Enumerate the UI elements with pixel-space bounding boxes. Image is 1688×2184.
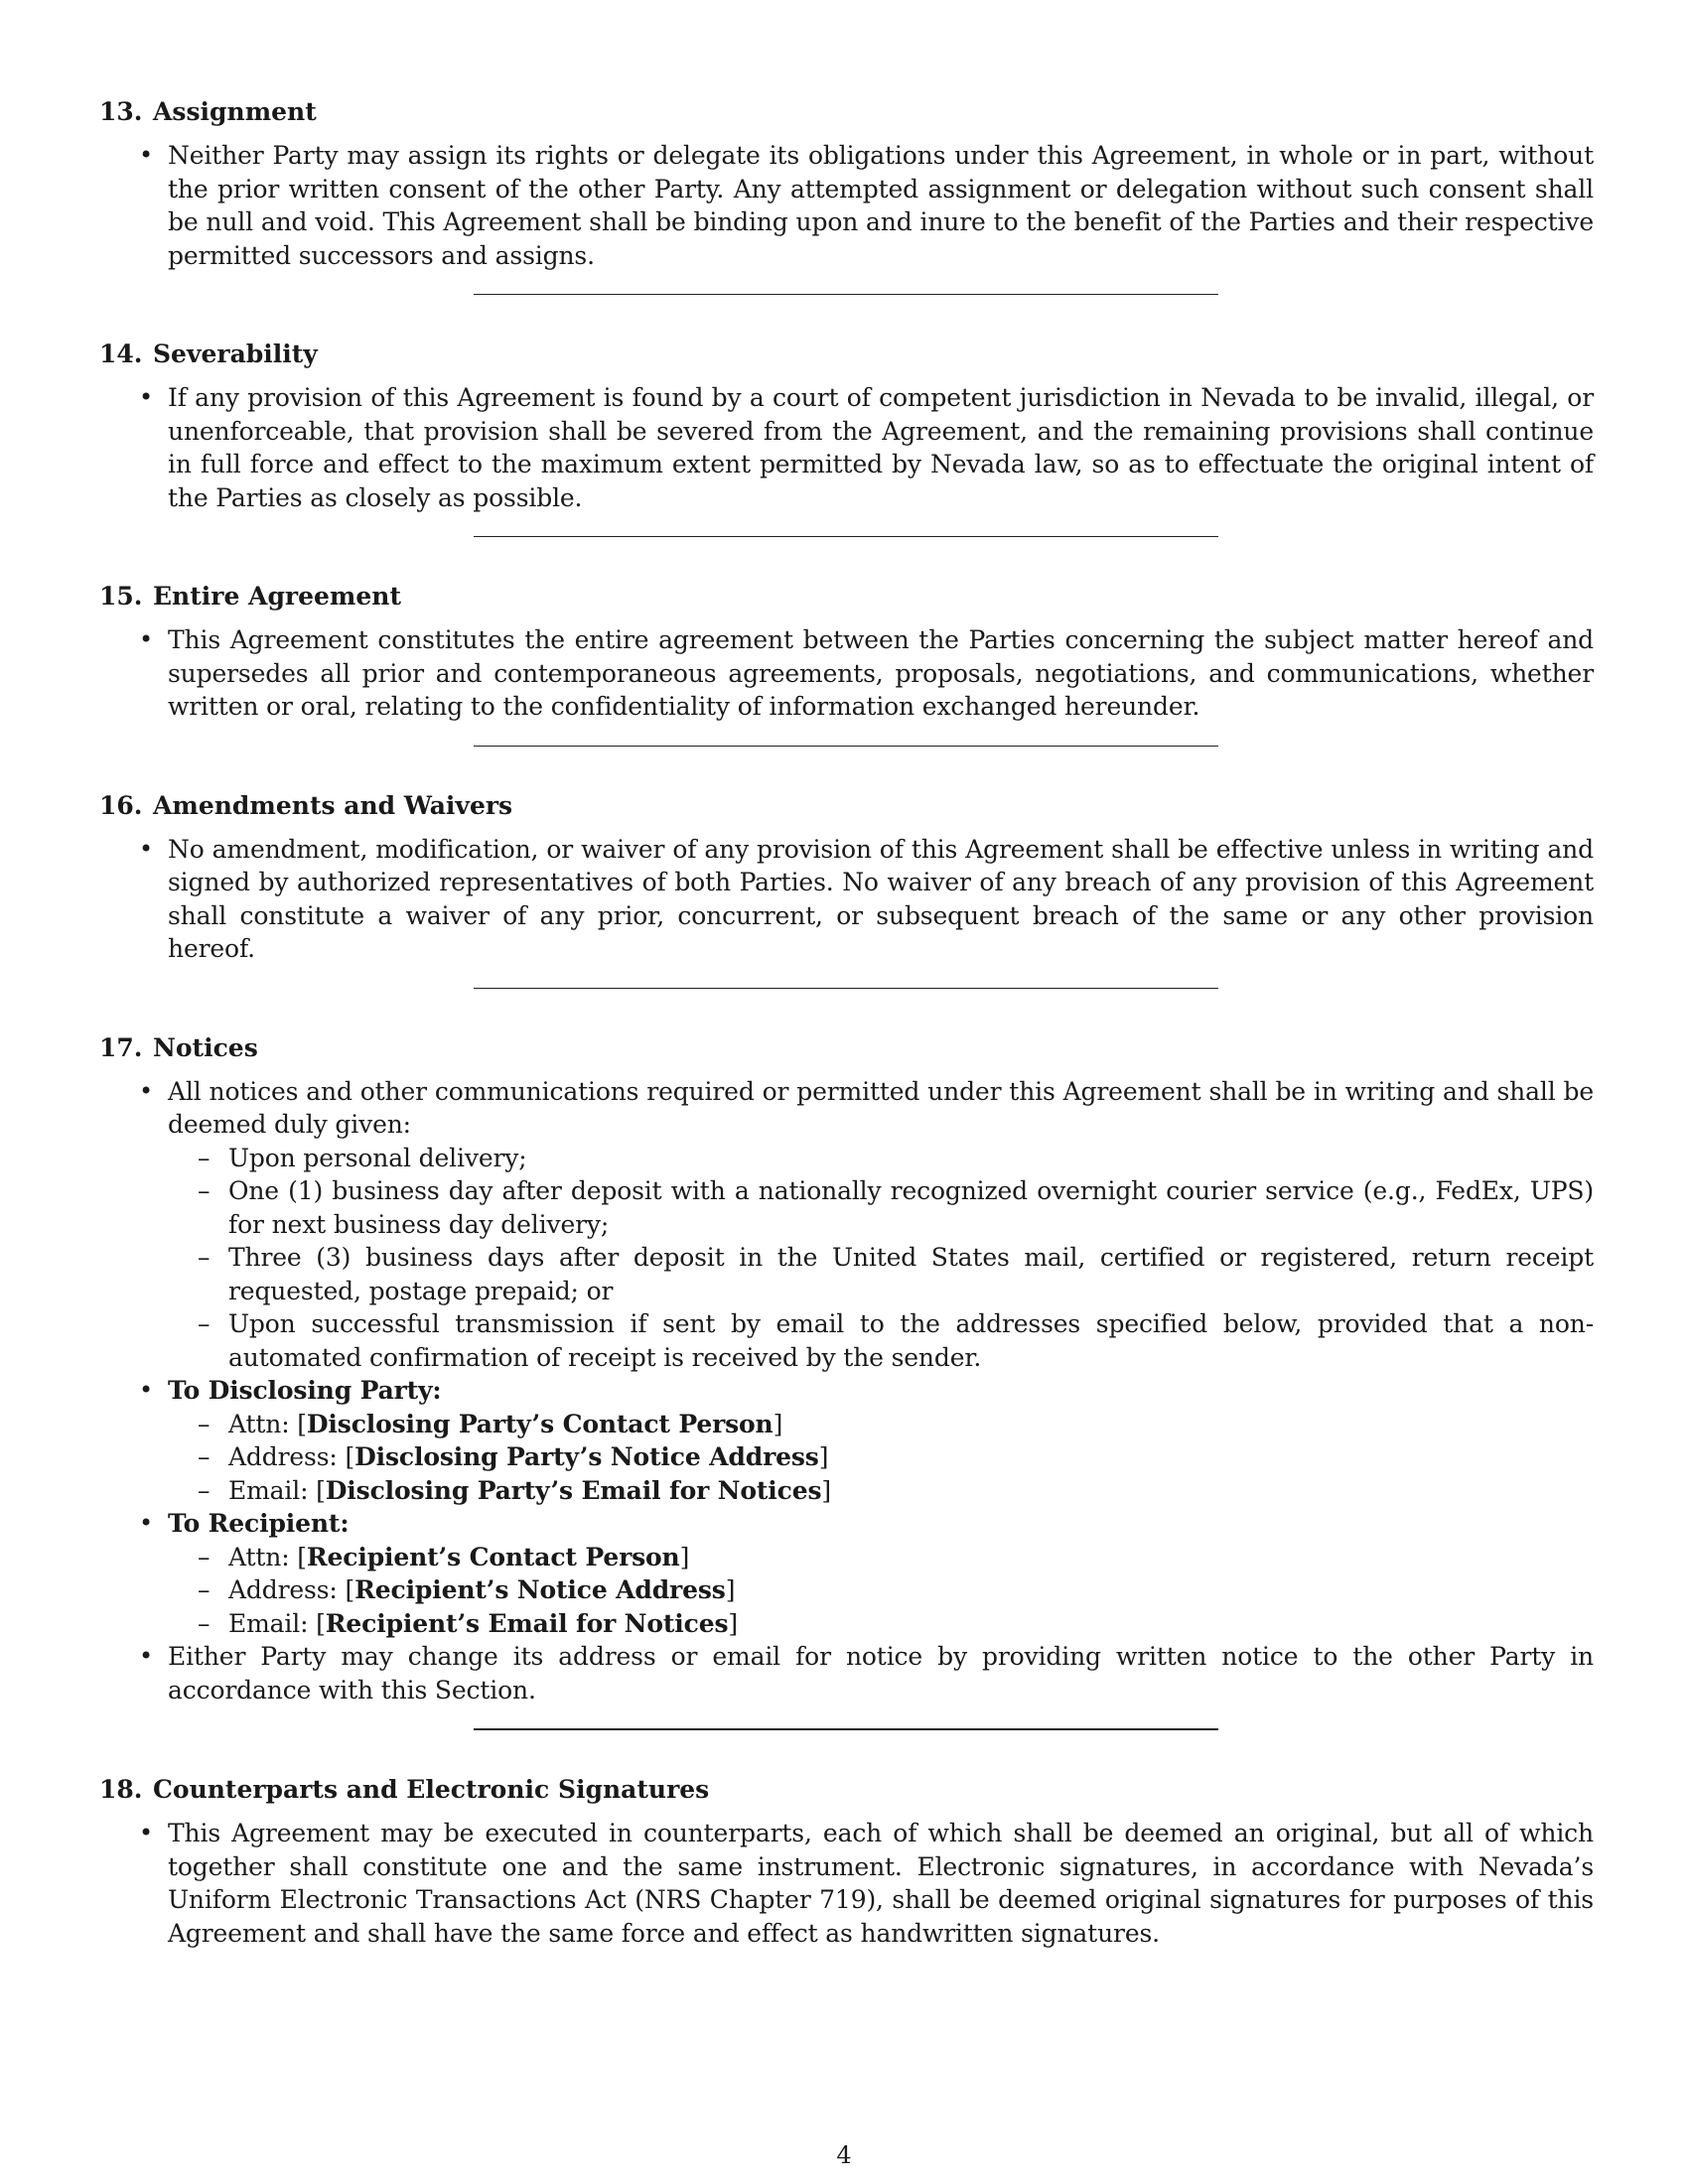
attn-label: Attn:	[228, 1409, 290, 1438]
bullet-list	[99, 623, 1594, 724]
section-title: Amendments and Waivers	[153, 790, 513, 820]
section-14-severability	[99, 338, 1594, 514]
email-label: Email:	[228, 1608, 309, 1638]
bracket-open: [	[345, 1442, 355, 1471]
section-number: 18.	[99, 1775, 143, 1804]
address-value: Disclosing Party’s Notice Address	[354, 1442, 819, 1471]
section-13-assignment	[99, 95, 1594, 272]
section-15-entire-agreement	[99, 580, 1594, 724]
section-number: 13.	[99, 97, 143, 126]
bullet-list	[99, 139, 1594, 272]
list-item: • No amendment, modification, or waiver of any provision of this Agreement shall be effective unless in writing and signed by authorized representatives of both Parties. No waiver of any breach of any provision of this Agreement shall constitute a waiver of any prior, concurrent, or subsequent breach of the same or any other provision hereof.	[99, 833, 1594, 966]
delivery-method-item: – Three (3) business days after deposit in the United States mail, certified or registered, return receipt requested, postage prepaid; or	[168, 1241, 1594, 1307]
contact-item	[168, 1607, 1594, 1641]
contact-item	[168, 1440, 1594, 1474]
list-item: • If any provision of this Agreement is found by a court of competent jurisdiction in Nevada to be invalid, illegal, or unenforceable, that provision shall be severed from the Agreement, and the remaining provisions shall continue in full force and effect to the maximum extent permitted by Nevada law, so as to effectuate the original intent of the Parties as closely as possible.	[99, 381, 1594, 514]
disclosing-party-heading: To Disclosing Party:	[168, 1376, 442, 1405]
delivery-method-item: – Upon successful transmission if sent by email to the addresses specified below, provided that a non-automated confirmation of receipt is received by the sender.	[168, 1307, 1594, 1374]
list-item	[99, 1507, 1594, 1640]
bullet-list	[99, 1075, 1594, 1707]
list-item	[99, 1075, 1594, 1375]
bracket-open: [	[297, 1409, 307, 1438]
email-value: Recipient’s Email for Notices	[325, 1608, 729, 1638]
delivery-method-item: – One (1) business day after deposit with a nationally recognized overnight courier service (e.g., FedEx, UPS) for next business day delivery;	[168, 1174, 1594, 1241]
recipient-heading: To Recipient:	[168, 1509, 350, 1538]
notice-intro: All notices and other communications required or permitted under this Agreement shall be in writing and shall be deemed duly given:	[168, 1076, 1594, 1139]
section-title: Entire Agreement	[153, 582, 401, 611]
bullet-list	[99, 1817, 1594, 1950]
email-value: Disclosing Party’s Email for Notices	[325, 1475, 822, 1505]
section-number: 14.	[99, 340, 143, 368]
address-label: Address:	[228, 1575, 338, 1604]
address-value: Recipient’s Notice Address	[354, 1575, 726, 1604]
email-label: Email:	[228, 1475, 309, 1505]
section-title: Counterparts and Electronic Signatures	[153, 1775, 710, 1804]
list-item: • This Agreement constitutes the entire agreement between the Parties concerning the subject matter hereof and supersedes all prior and contemporaneous agreements, proposals, negotiations, and communications, whether written or oral, relating to the confidentiality of information exchanged hereunder.	[99, 623, 1594, 724]
delivery-method-item: – Upon personal delivery;	[168, 1142, 1594, 1175]
list-item: • Neither Party may assign its rights or delegate its obligations under this Agreement, in whole or in part, without the prior written consent of the other Party. Any attempted assignment or delegation without such consent shall be null and void. This Agreement shall be binding upon and inure to the benefit of the Parties and their respective permitted successors and assigns.	[99, 139, 1594, 272]
bullet-list	[99, 381, 1594, 514]
section-heading	[99, 95, 1594, 129]
bracket-open: [	[297, 1542, 307, 1571]
section-18-counterparts	[99, 1773, 1594, 1950]
disclosing-party-contact-list	[168, 1408, 1594, 1508]
section-title: Notices	[153, 1032, 258, 1062]
list-item: • Either Party may change its address or email for notice by providing written notice to the other Party in accordance with this Section.	[99, 1640, 1594, 1706]
bracket-close: ]	[773, 1409, 783, 1438]
page-number: 4	[836, 2141, 852, 2169]
section-heading	[99, 1773, 1594, 1807]
section-heading	[99, 789, 1594, 823]
contact-item	[168, 1541, 1594, 1574]
bracket-close: ]	[728, 1608, 739, 1638]
contact-item	[168, 1573, 1594, 1607]
bracket-open: [	[316, 1475, 326, 1505]
section-heading	[99, 580, 1594, 614]
section-number: 16.	[99, 790, 143, 820]
attn-value: Recipient’s Contact Person	[306, 1542, 680, 1571]
contact-item	[168, 1474, 1594, 1508]
list-item: • This Agreement may be executed in counterparts, each of which shall be deemed an original, but all of which together shall constitute one and the same instrument. Electronic signatures, in accordance with Nevada’s Uniform Electronic Transactions Act (NRS Chapter 719), shall be deemed original signatures for purposes of this Agreement and shall have the same force and effect as handwritten signatures.	[99, 1817, 1594, 1950]
bracket-open: [	[316, 1608, 326, 1638]
attn-value: Disclosing Party’s Contact Person	[306, 1409, 774, 1438]
section-number: 15.	[99, 582, 143, 611]
bracket-close: ]	[821, 1475, 832, 1505]
list-item	[99, 1374, 1594, 1507]
bracket-open: [	[345, 1575, 355, 1604]
section-heading	[99, 1031, 1594, 1065]
section-heading	[99, 338, 1594, 371]
section-17-notices	[99, 1031, 1594, 1707]
recipient-contact-list	[168, 1541, 1594, 1641]
section-title: Assignment	[153, 97, 317, 126]
bullet-list	[99, 833, 1594, 966]
bracket-close: ]	[679, 1542, 690, 1571]
document-page	[99, 95, 1594, 1950]
bracket-close: ]	[725, 1575, 736, 1604]
address-label: Address:	[228, 1442, 338, 1471]
contact-item	[168, 1408, 1594, 1441]
attn-label: Attn:	[228, 1542, 290, 1571]
section-number: 17.	[99, 1032, 143, 1062]
delivery-methods-list	[168, 1142, 1594, 1375]
bracket-close: ]	[818, 1442, 829, 1471]
section-title: Severability	[153, 340, 318, 368]
section-16-amendments-waivers	[99, 789, 1594, 966]
